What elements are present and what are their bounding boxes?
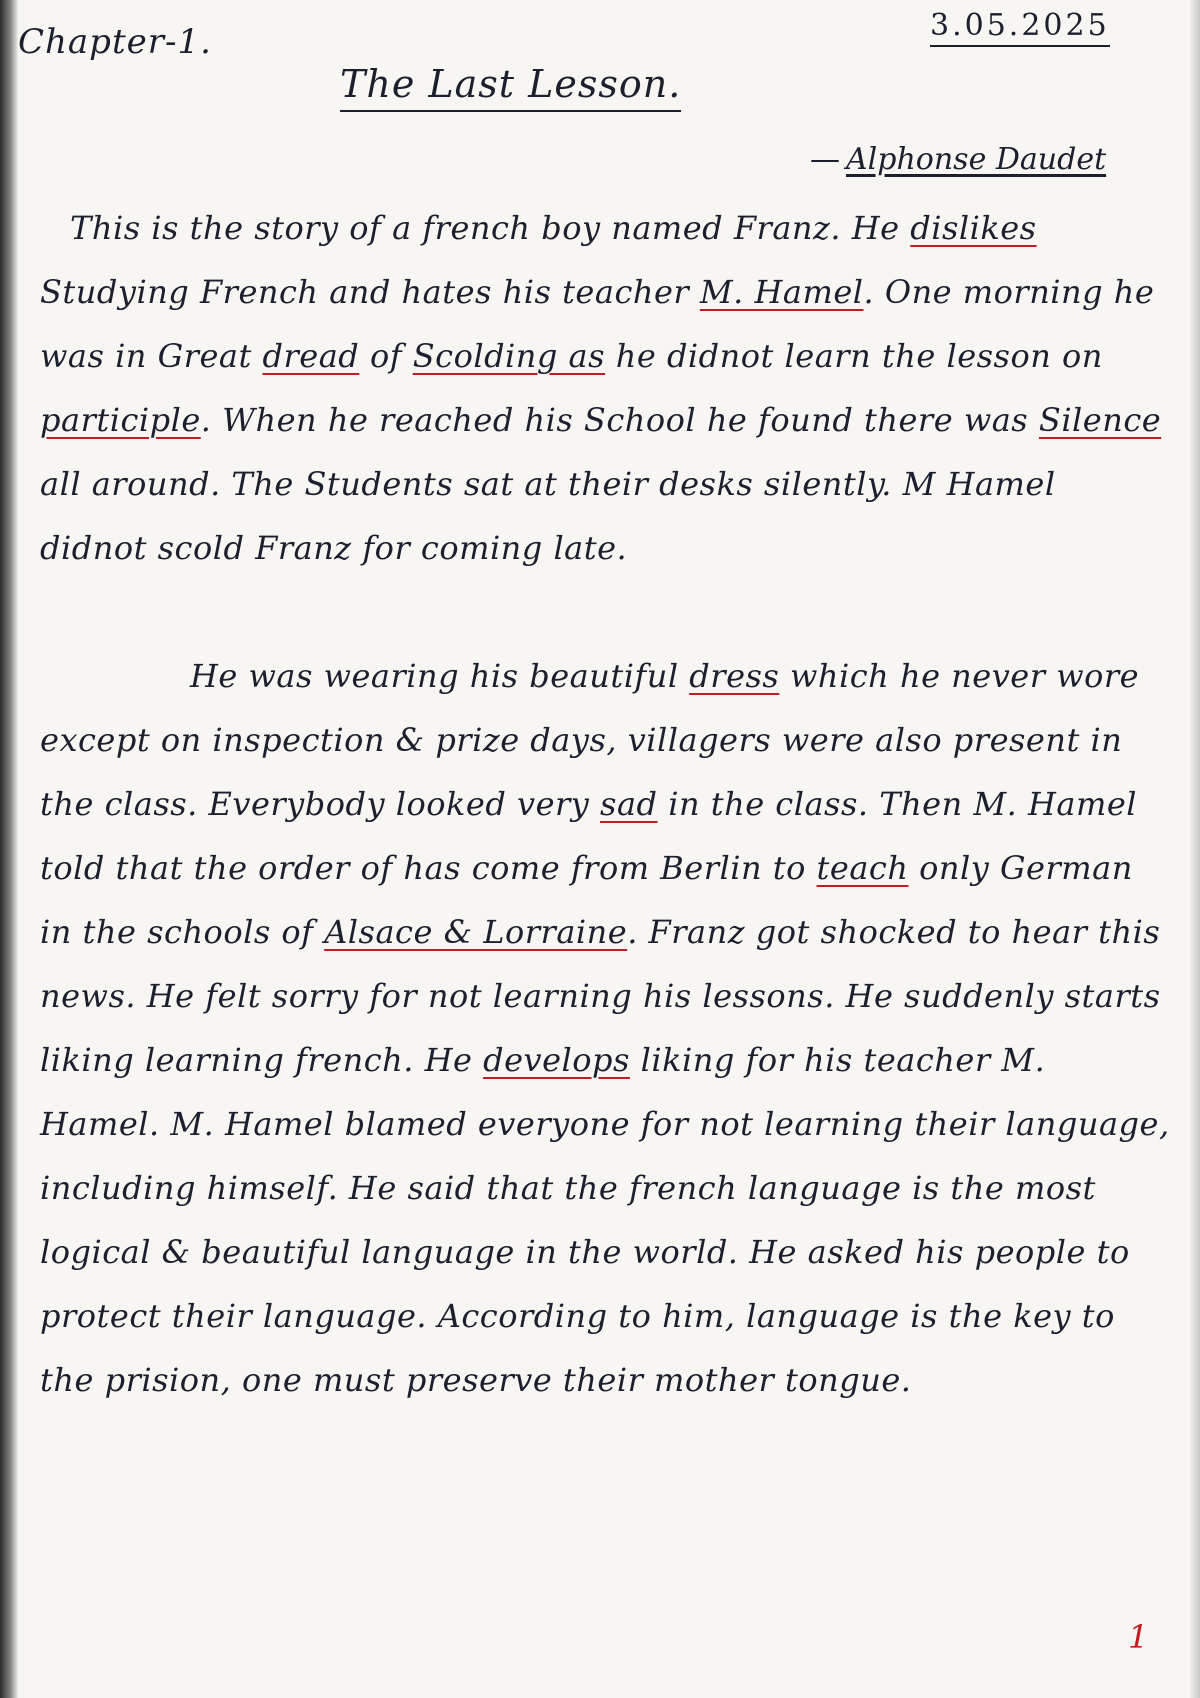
underlined-word: Scolding as — [412, 337, 606, 375]
text-span: Studying French and hates his teacher — [40, 273, 700, 311]
text-span: He was wearing his beautiful — [190, 657, 690, 695]
text-span: . When he reached his School he found there was — [200, 401, 1039, 439]
page-number: 1 — [1128, 1618, 1149, 1656]
page-title: The Last Lesson. — [340, 62, 681, 112]
underlined-word: develops — [483, 1041, 630, 1079]
summary-paragraph-1 — [40, 196, 1170, 580]
underlined-word: teach — [816, 849, 909, 887]
author-name: Alphonse Daudet — [846, 142, 1107, 177]
text-span: he didnot learn the lesson on — [605, 337, 1103, 375]
date-label: 3.05.2025 — [930, 8, 1110, 47]
underlined-word: dread — [262, 337, 360, 375]
text-span: This is the story of a french boy named Franz. He — [70, 209, 911, 247]
page-right-edge — [1190, 0, 1200, 1698]
underlined-word: dislikes — [910, 209, 1037, 247]
text-span: of — [359, 337, 413, 375]
text-span: only German in the schools of — [40, 849, 1133, 951]
underlined-word: M. Hamel — [699, 273, 864, 311]
author-dash: — — [810, 142, 840, 177]
text-span: which he never wore except on inspection & prize days, villagers were also present in the class. Everybody looked very — [40, 657, 1140, 823]
underlined-word: sad — [600, 785, 658, 823]
text-span: liking for his teacher M. Hamel. M. Hamel blamed everyone for not learning their language, including himself. He said that the french language is the most logical & beautiful language in the world. He asked his people to protect their language. According to him, language is the key to the prision, one must preserve their mother tongue. — [40, 1041, 1170, 1399]
text-span: all around. The Students sat at their desks silently. M Hamel didnot scold Franz for coming late. — [40, 465, 1056, 567]
text-span: . Franz got shocked to hear this news. He felt sorry for not learning his lessons. He suddenly starts liking learning french. He — [40, 913, 1161, 1079]
underlined-word: dress — [689, 657, 780, 695]
author-line — [810, 142, 1106, 177]
text-span: . One morning he was in Great — [40, 273, 1155, 375]
underlined-word: Alsace & Lorraine — [324, 913, 628, 951]
underlined-word: participle — [40, 401, 201, 439]
summary-paragraph-2 — [40, 644, 1170, 1412]
page-binding-edge — [0, 0, 18, 1698]
underlined-word: Silence — [1038, 401, 1162, 439]
chapter-heading: Chapter-1. — [18, 22, 212, 62]
text-span: in the class. Then M. Hamel told that the order of has come from Berlin to — [40, 785, 1137, 887]
